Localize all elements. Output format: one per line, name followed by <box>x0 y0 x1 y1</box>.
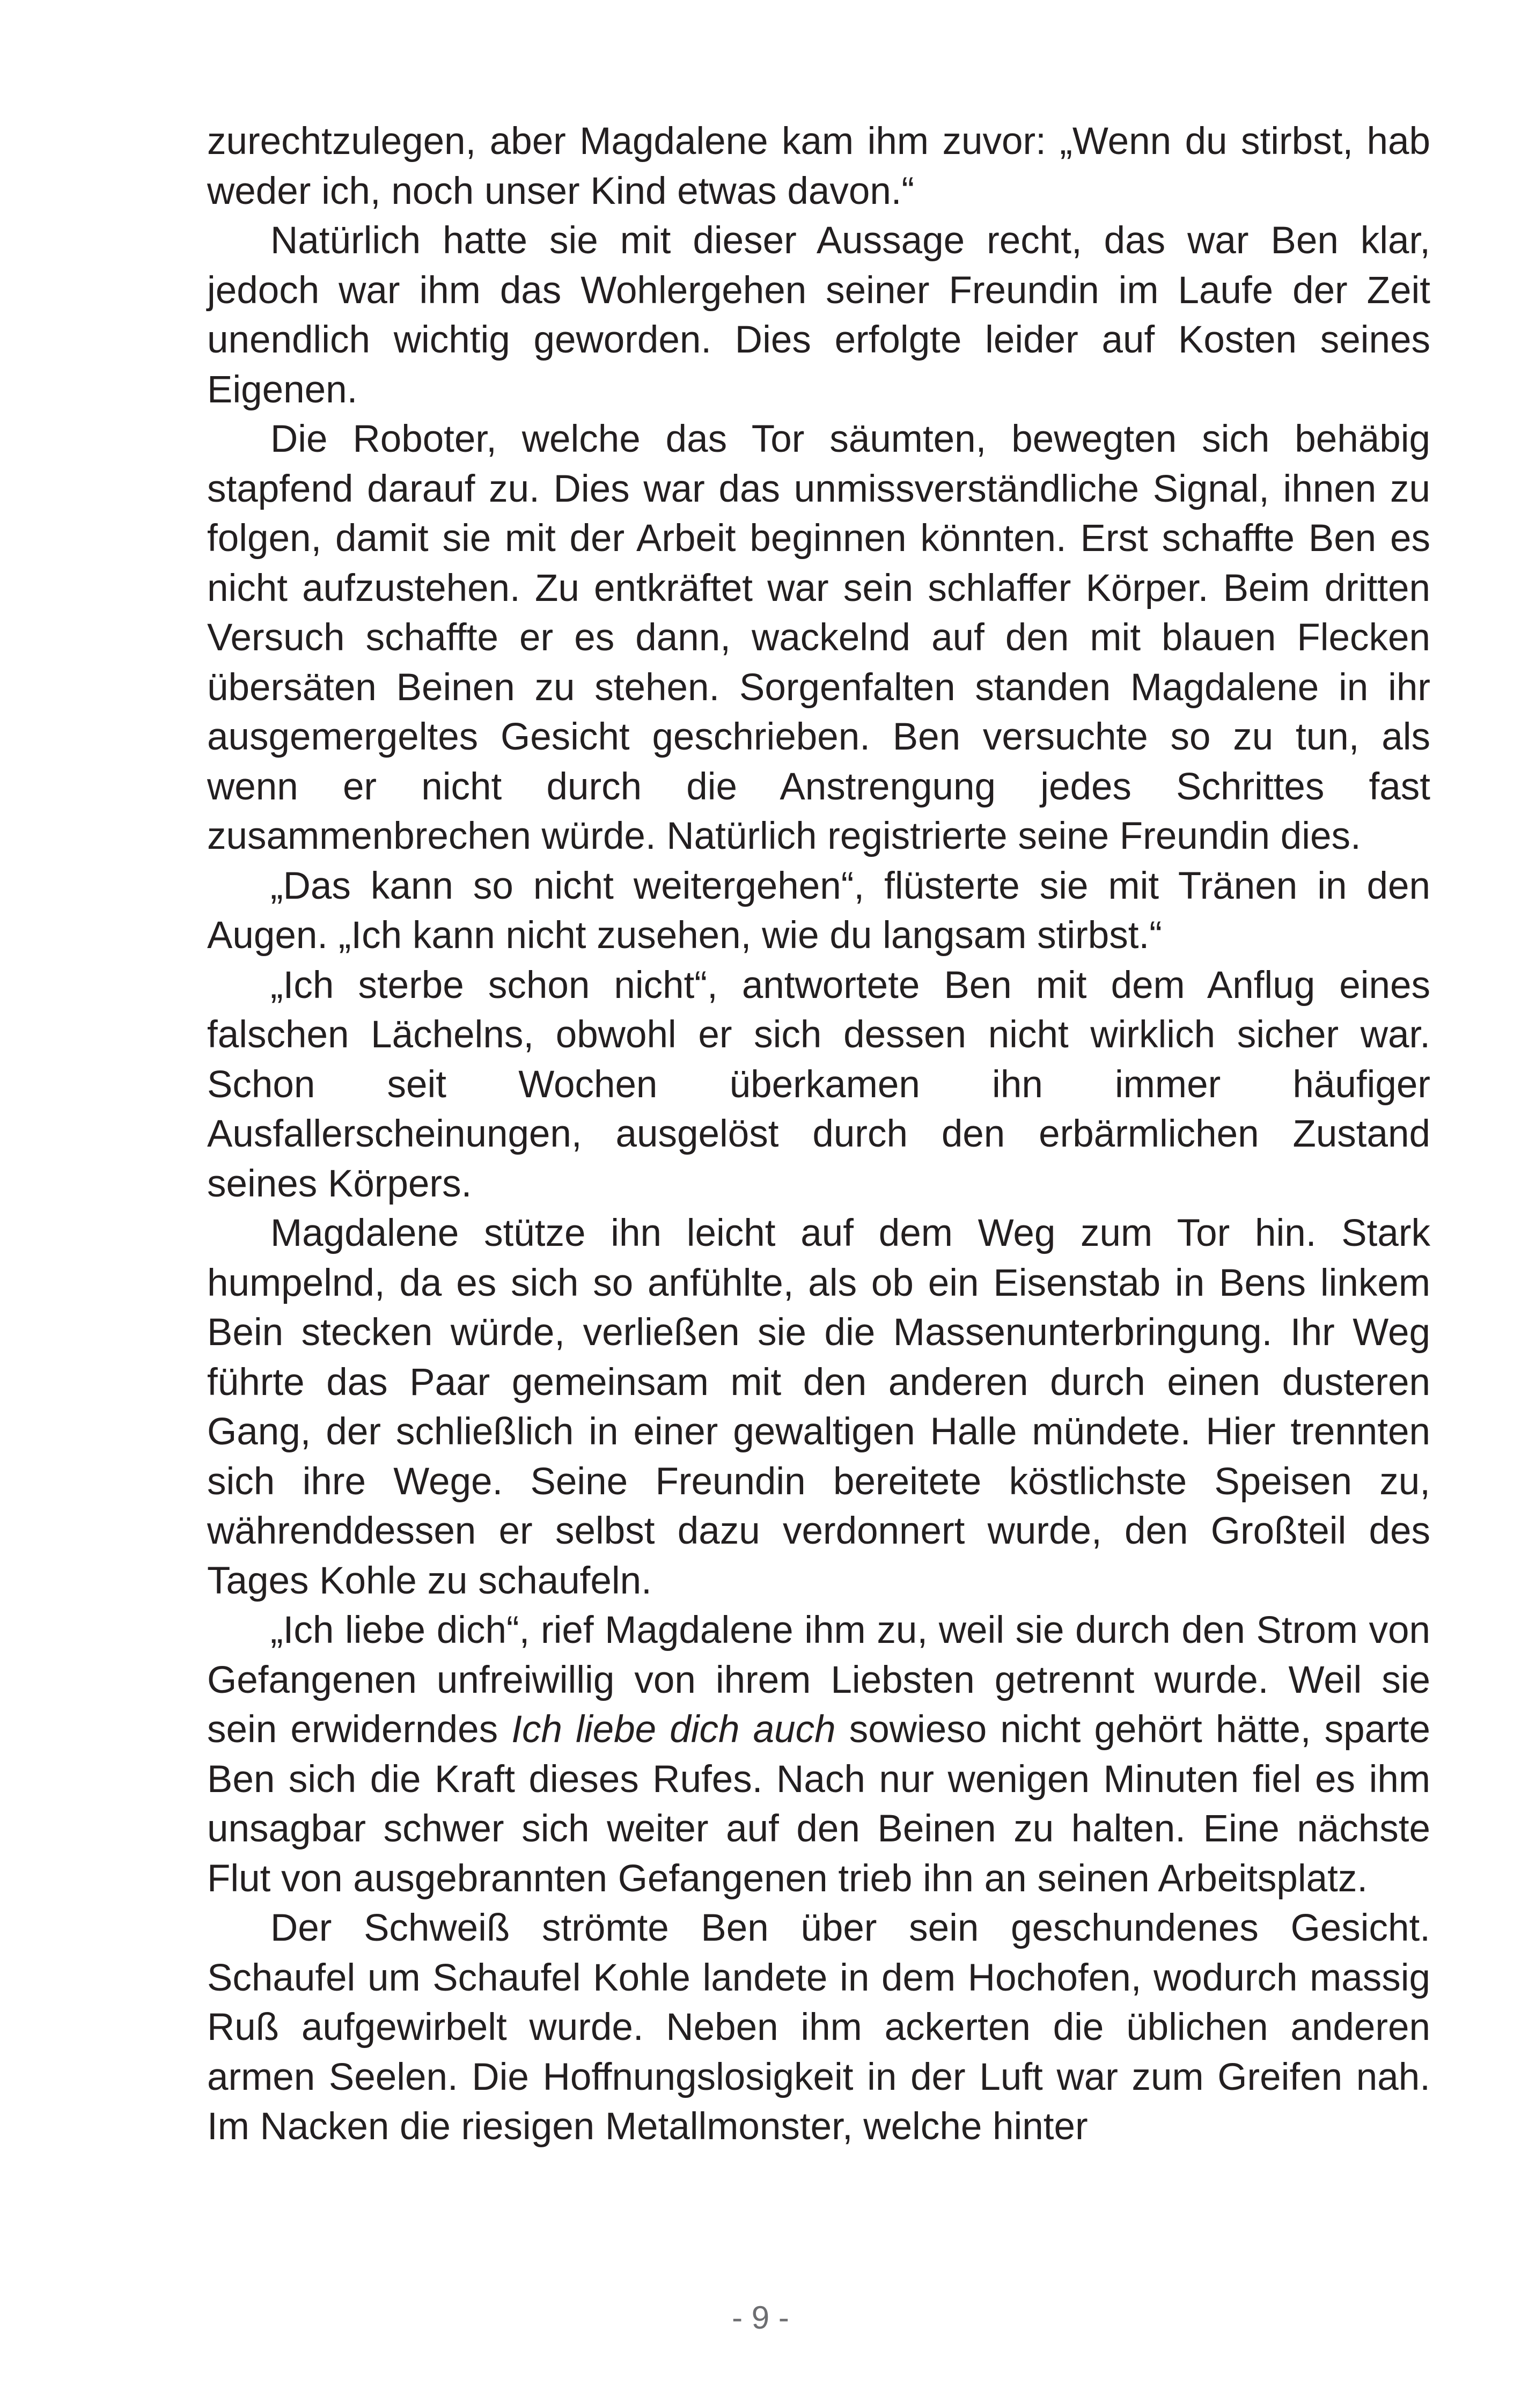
paragraph: „Ich sterbe schon nicht“, antwortete Ben mit dem Anflug eines falschen Lächelns, obwohl er sich dessen nicht wirklich sicher war. Schon seit Wochen überkamen ihn immer häufiger Ausfallerscheinungen, ausgelöst durch den erbärmlichen Zustand seines Körpers. <box>207 964 1430 1205</box>
italic-phrase: Ich liebe dich auch <box>511 1708 836 1751</box>
book-page-body <box>207 117 1430 2152</box>
paragraph: Die Roboter, welche das Tor säumten, bewegten sich behäbig stapfend darauf zu. Dies war das unmissverständliche Signal, ihnen zu folgen, damit sie mit der Arbeit beginnen könnten. Erst schaffte Ben es nicht aufzustehen. Zu entkräftet war sein schlaffer Körper. Beim dritten Versuch schaffte er es dann, wackelnd auf den mit blauen Flecken übersäten Beinen zu stehen. Sorgenfalten standen Magdalene in ihr ausgemergeltes Gesicht geschrieben. Ben versuchte so zu tun, als wenn er nicht durch die Anstrengung jedes Schrittes fast zusammenbrechen würde. Natürlich registrierte seine Freundin dies. <box>207 418 1430 857</box>
paragraph-text: „Ich liebe dich“, rief Magdalene ihm zu, weil sie durch den Strom von Gefangenen unfreiwillig von ihrem Liebsten getrennt wurde. Weil sie sein erwiderndes <box>207 1609 1430 1751</box>
paragraph: zurechtzulegen, aber Magdalene kam ihm zuvor: „Wenn du stirbst, hab weder ich, noch unser Kind etwas davon.“ <box>207 120 1430 212</box>
paragraph: Der Schweiß strömte Ben über sein geschundenes Gesicht. Schaufel um Schaufel Kohle landete in dem Hochofen, wodurch massig Ruß aufgewirbelt wurde. Neben ihm ackerten die üblichen anderen armen Seelen. Die Hoffnungslosigkeit in der Luft war zum Greifen nah. Im Nacken die riesigen Metallmonster, welche hinter <box>207 1907 1430 2148</box>
paragraph <box>207 1606 1430 1904</box>
paragraph-text: sowieso nicht gehört hätte, sparte Ben sich die Kraft dieses Rufes. Nach nur wenigen Minuten fiel es ihm unsagbar schwer sich weiter auf den Beinen zu halten. Eine nächste Flut von ausgebrannten Gefangenen trieb ihn an seinen Arbeitsplatz. <box>207 1708 1430 1900</box>
paragraph: Natürlich hatte sie mit dieser Aussage recht, das war Ben klar, jedoch war ihm das Wohlergehen seiner Freundin im Laufe der Zeit unendlich wichtig geworden. Dies erfolgte leider auf Kosten seines Eigenen. <box>207 219 1430 411</box>
paragraph: „Das kann so nicht weitergehen“, flüsterte sie mit Tränen in den Augen. „Ich kann nicht zusehen, wie du langsam stirbst.“ <box>207 864 1430 957</box>
paragraph: Magdalene stütze ihn leicht auf dem Weg zum Tor hin. Stark humpelnd, da es sich so anfühlte, als ob ein Eisenstab in Bens linkem Bein stecken würde, verließen sie die Massenunterbringung. Ihr Weg führte das Paar gemeinsam mit den anderen durch einen dusteren Gang, der schließlich in einer gewaltigen Halle mündete. Hier trennten sich ihre Wege. Seine Freundin bereitete köstlichste Speisen zu, währenddessen er selbst dazu verdonnert wurde, den Großteil des Tages Kohle zu schaufeln. <box>207 1212 1430 1602</box>
page-number: - 9 - <box>732 2300 789 2336</box>
